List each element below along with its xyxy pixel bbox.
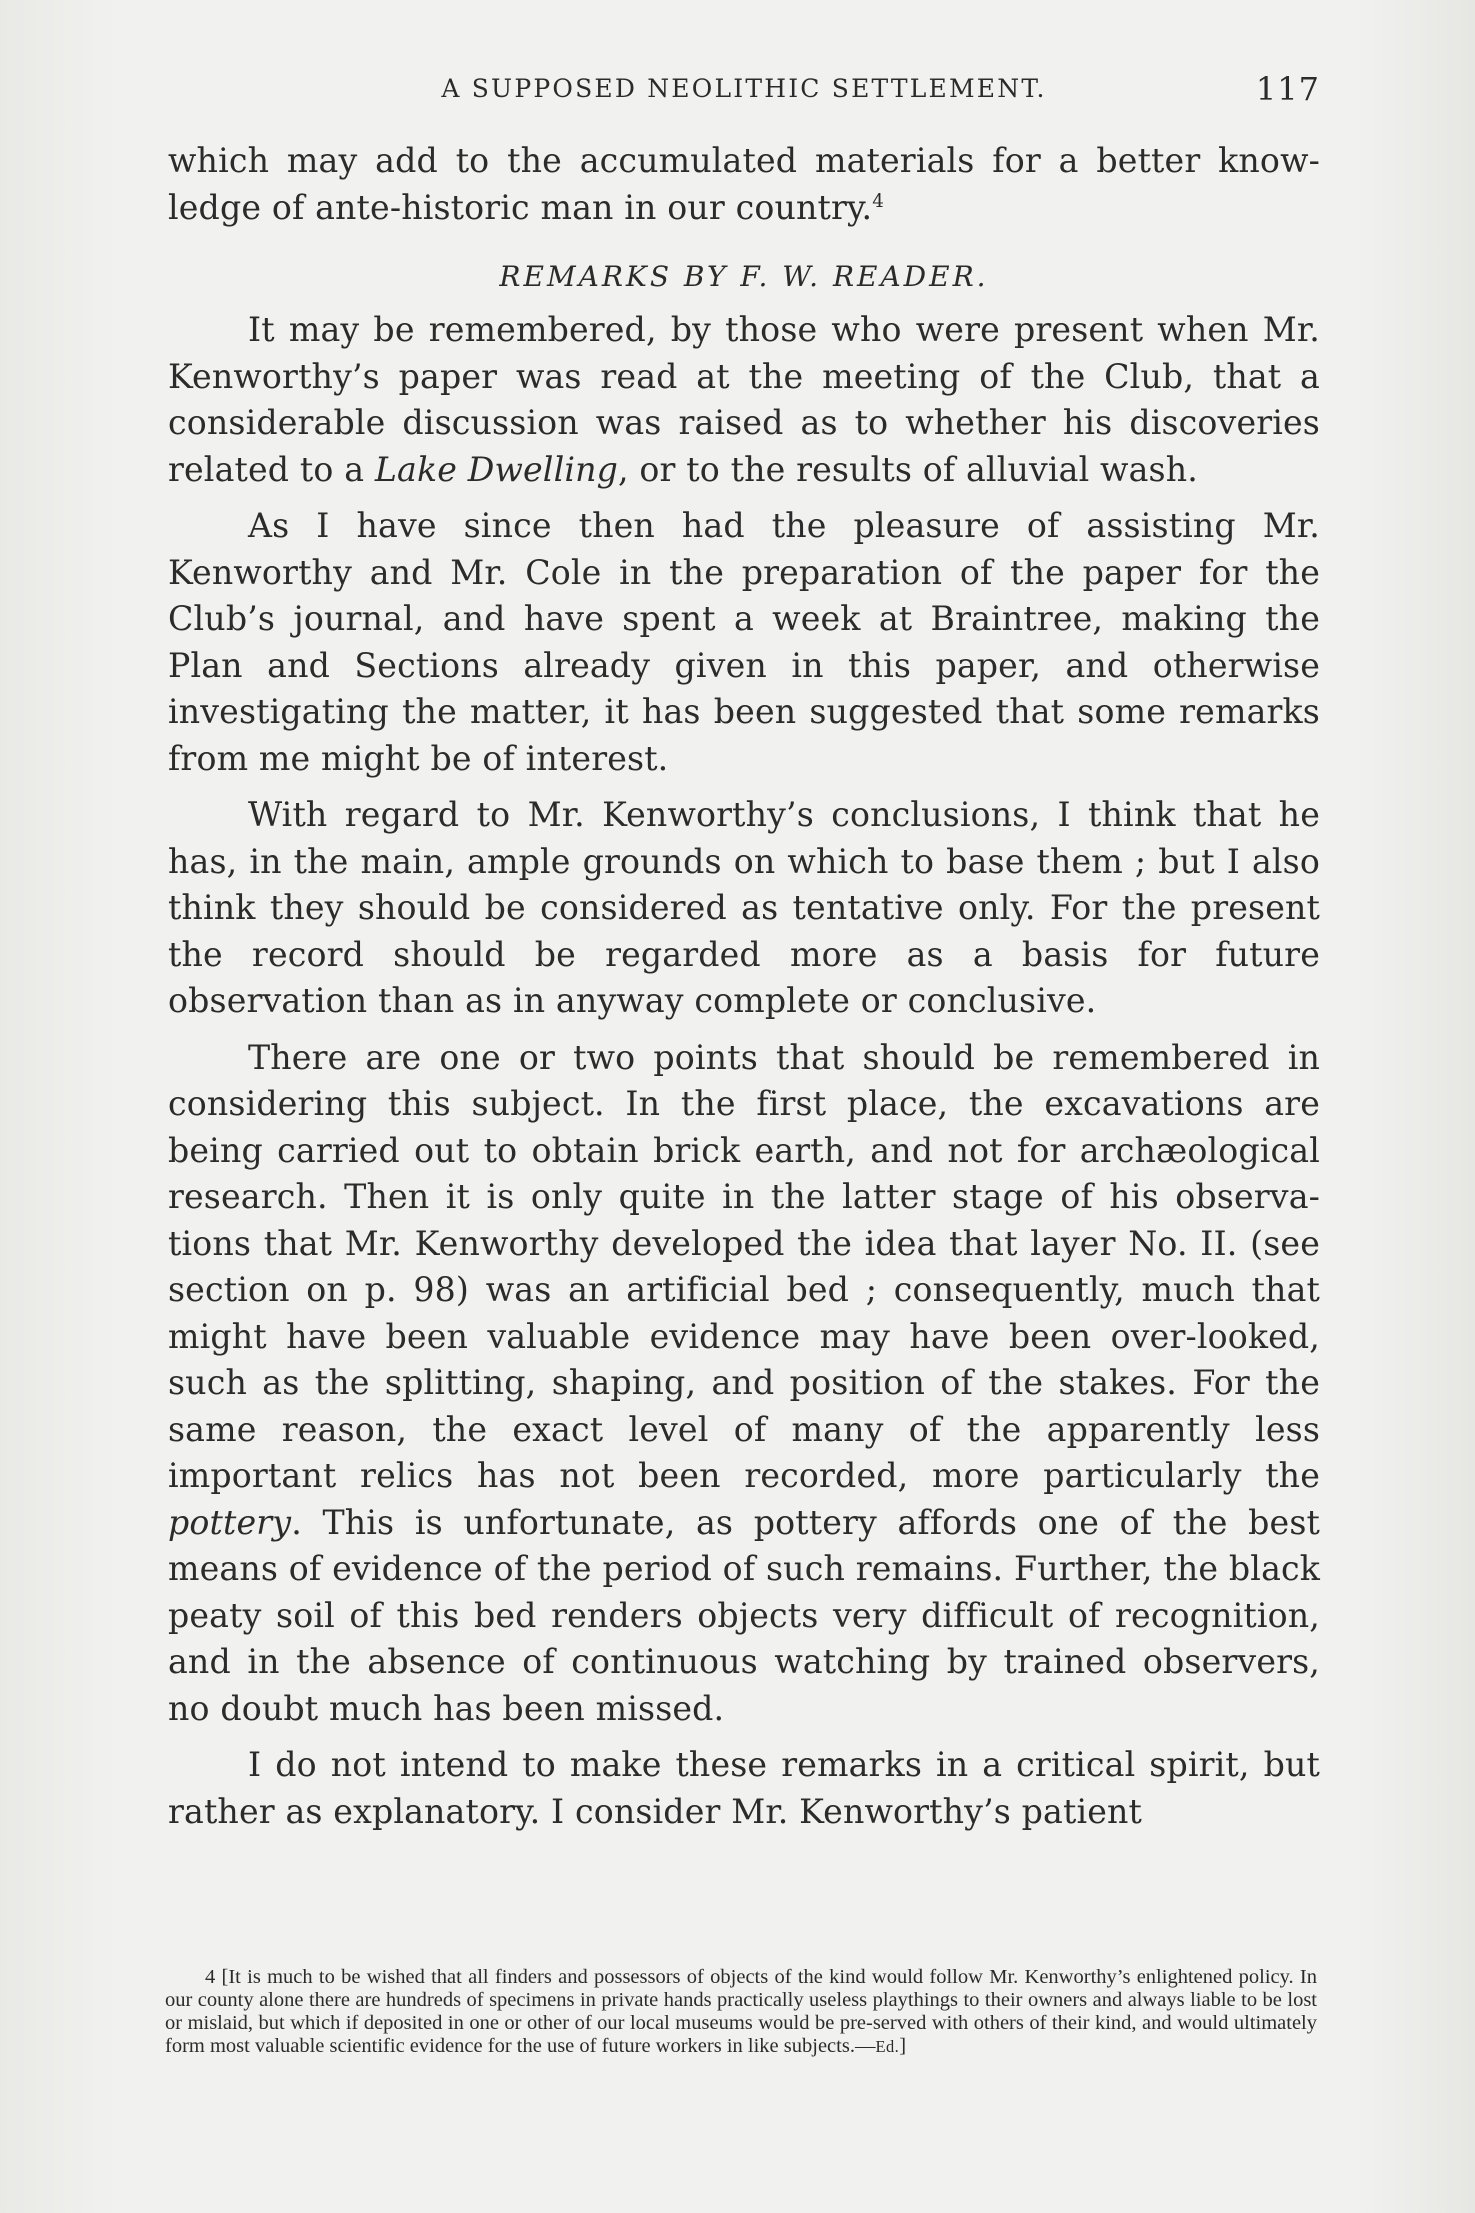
paragraph-text-end: . This is unfortunate, as pottery affords one of the best means of evidence of the period of such remains. Further, the black peaty soil of this bed renders objects very difficult of recognition, and in the absence of continuous watching by trained observers, no doubt much has been missed. <box>168 1502 1320 1728</box>
paragraph-3: With regard to Mr. Kenworthy’s conclusions, I think that he has, in the main, ample grounds on which to base them ; but I also think they should be considered as tentative only. For the present the record should be regarded more as a basis for future observation than as in anyway complete or conclusive. <box>168 795 1320 1020</box>
footnote-4 <box>165 1966 1317 2058</box>
paragraph-2: As I have since then had the pleasure of assisting Mr. Kenworthy and Mr. Cole in the preparation of the paper for the Club’s journal, and have spent a week at Braintree, making the Plan and Sections already given in this paper, and otherwise investigating the matter, it has been suggested that some remarks from me might be of interest. <box>168 506 1320 778</box>
paragraph-text-start: It may be remembered, by those who were present when Mr. Kenworthy’s paper was read at the meeting of the Club, that a considerable discussion was raised as to whether his discoveries related to a <box>168 310 1320 489</box>
page-number: 117 <box>1255 70 1320 108</box>
paragraph-text-start: There are one or two points that should be remembered in considering this subject. In the first place, the excavations are being carried out to obtain brick earth, and not for archæological research. Then it is only quite in the latter stage of his observa-tions that Mr. Kenworthy developed the idea that layer No. II. (see section on p. 98) was an artificial bed ; consequently, much that might have been valuable evidence may have been over-looked, such as the splitting, shaping, and position of the stakes. For the same reason, the exact level of many of the apparently less important relics has not been recorded, more particularly the <box>168 1037 1320 1495</box>
editor-mark: Ed. <box>875 2037 900 2056</box>
footnote-number: 4 <box>205 1966 216 1988</box>
footnotes <box>165 1966 1317 2058</box>
paragraph-4 <box>168 1035 1320 1733</box>
section-heading: REMARKS BY F. W. READER. <box>499 260 989 293</box>
paragraph-text: which may add to the accumulated materials for a better know-ledge of ante-historic man in our country. <box>168 141 1320 227</box>
italic-term: pottery <box>168 1502 292 1542</box>
running-title: A SUPPOSED NEOLITHIC SETTLEMENT. <box>441 74 1047 103</box>
running-head <box>168 72 1320 112</box>
footnote-marker: 4 <box>872 190 885 212</box>
paragraph-1 <box>168 307 1320 493</box>
italic-term: Lake Dwelling <box>374 449 619 489</box>
body-text <box>168 138 1320 1835</box>
footnote-close: ] <box>899 2035 907 2057</box>
paragraph-continuation <box>168 138 1320 231</box>
footnote-text: [It is much to be wished that all finders and possessors of objects of the kind would follow Mr. Kenworthy’s enlightened policy. In our county alone there are hundreds of specimens in private hands practically useless playthings to their owners and always liable to be lost or mislaid, but which if deposited in one or other of our local museums would be pre-served with others of their kind, and would ultimately form most valuable scientific evidence for the use of future workers in like subjects.— <box>165 1966 1318 2057</box>
paragraph-5: I do not intend to make these remarks in a critical spirit, but rather as explanatory. I consider Mr. Kenworthy’s patient <box>168 1745 1320 1831</box>
paragraph-text-end: , or to the results of alluvial wash. <box>618 449 1198 489</box>
